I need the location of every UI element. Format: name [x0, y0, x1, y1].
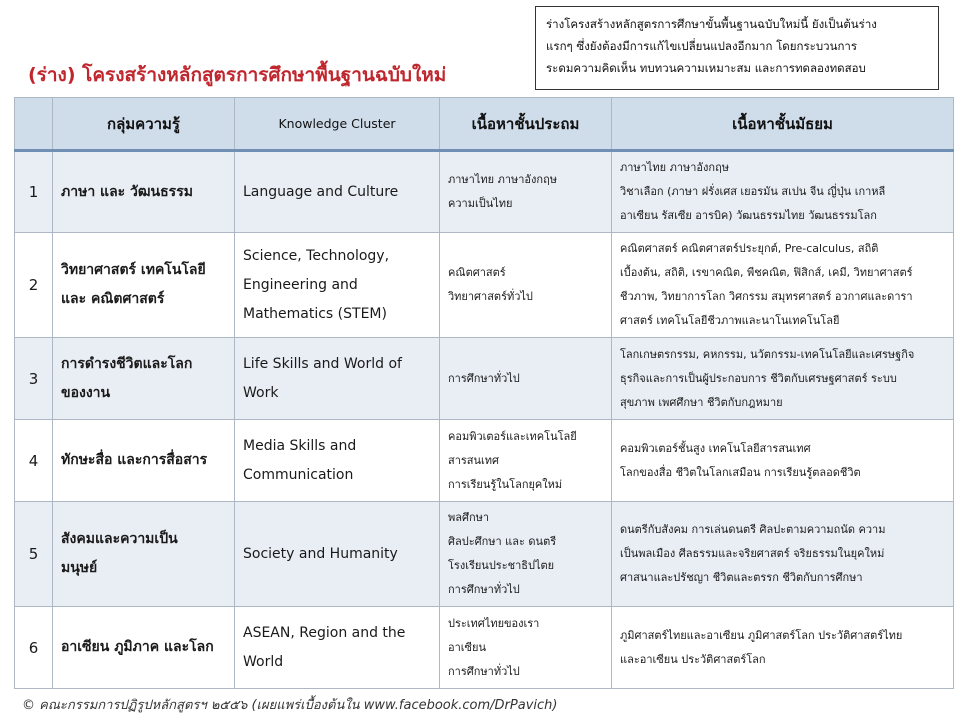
knowledge-cluster-cell-line: ASEAN, Region and the — [243, 624, 406, 641]
secondary-content-cell-line: เป็นพลเมือง ศีลธรรมและจริยศาสตร์ จริยธรรมในยุคใหม่ — [620, 547, 885, 560]
knowledge-cluster-cell-line: Society and Humanity — [243, 545, 398, 562]
table-row — [15, 420, 954, 502]
primary-content-cell-line: ศิลปะศึกษา และ ดนตรี — [448, 535, 557, 548]
secondary-content-cell-line: โลกของสื่อ ชีวิตในโลกเสมือน การเรียนรู้ตลอดชีวิต — [620, 465, 861, 479]
knowledge-group-cell — [53, 607, 235, 689]
row-number: 3 — [15, 338, 53, 420]
row-number: 2 — [15, 233, 53, 338]
knowledge-cluster-cell — [235, 607, 440, 689]
knowledge-cluster-cell-line: Engineering and — [243, 276, 358, 293]
knowledge-group-cell-line: ทักษะสื่อ และการสื่อสาร — [61, 452, 208, 468]
secondary-content-cell — [612, 502, 954, 607]
primary-content-cell-line: อาเซียน — [448, 640, 486, 654]
table-row — [15, 338, 954, 420]
secondary-content-cell — [612, 338, 954, 420]
primary-content-cell-line: การศึกษาทั่วไป — [448, 664, 520, 678]
primary-content-cell — [440, 502, 612, 607]
secondary-content-cell-line: ชีวภาพ, วิทยาการโลก วิศกรรม สมุทรศาสตร์ อวกาศและดารา — [620, 290, 913, 303]
secondary-content-cell-line: คอมพิวเตอร์ชั้นสูง เทคโนโลยีสารสนเทศ — [620, 441, 811, 455]
header-knowledge-group: กลุ่มความรู้ — [53, 98, 235, 151]
primary-content-cell-line: การศึกษาทั่วไป — [448, 583, 520, 596]
table-row — [15, 151, 954, 233]
knowledge-cluster-cell-line: Language and Culture — [243, 183, 399, 200]
primary-content-cell-line: วิทยาศาสตร์ทั่วไป — [448, 290, 533, 303]
secondary-content-cell-line: โลกเกษตรกรรม, คหกรรม, นวัตกรรม-เทคโนโลยีและเศรษฐกิจ — [620, 347, 915, 361]
table-row — [15, 502, 954, 607]
primary-content-cell-line: สารสนเทศ — [448, 453, 500, 467]
page-title: (ร่าง) โครงสร้างหลักสูตรการศึกษาพื้นฐานฉบับใหม่ — [28, 64, 447, 86]
knowledge-cluster-cell-line: Communication — [243, 466, 354, 483]
secondary-content-cell-line: และอาเซียน ประวัติศาสตร์โลก — [620, 652, 766, 666]
header-number — [15, 98, 53, 151]
knowledge-group-cell-line: ของงาน — [61, 384, 111, 401]
knowledge-cluster-cell-line: World — [243, 653, 284, 670]
knowledge-group-cell — [53, 151, 235, 233]
primary-content-cell — [440, 233, 612, 338]
secondary-content-cell-line: ภูมิศาสตร์ไทยและอาเซียน ภูมิศาสตร์โลก ประวัติศาสตร์ไทย — [620, 628, 903, 642]
row-number: 6 — [15, 607, 53, 689]
knowledge-group-cell — [53, 338, 235, 420]
knowledge-group-cell — [53, 233, 235, 338]
secondary-content-cell — [612, 233, 954, 338]
note-line: ร่างโครงสร้างหลักสูตรการศึกษาขั้นพื้นฐานฉบับใหม่นี้ ยังเป็นต้นร่าง — [546, 17, 877, 31]
primary-content-cell — [440, 338, 612, 420]
primary-content-cell-line: คอมพิวเตอร์และเทคโนโลยี — [448, 429, 577, 443]
knowledge-group-cell-line: อาเซียน ภูมิภาค และโลก — [61, 639, 214, 655]
copyright-footer: © คณะกรรมการปฏิรูปหลักสูตรฯ ๒๕๕๖ (เผยแพร่เบื้องต้นใน www.facebook.com/DrPavich) — [22, 698, 558, 713]
knowledge-cluster-cell — [235, 502, 440, 607]
knowledge-group-cell-line: วิทยาศาสตร์ เทคโนโลยี — [61, 262, 206, 278]
note-line: ระดมความคิดเห็น ทบทวนความเหมาะสม และการทดลองทดสอบ — [546, 61, 866, 75]
secondary-content-cell-line: คณิตศาสตร์ คณิตศาสตร์ประยุกต์, Pre-calculus, สถิติ — [620, 242, 879, 255]
header-primary-content: เนื้อหาชั้นประถม — [440, 98, 612, 151]
secondary-content-cell — [612, 151, 954, 233]
row-number: 1 — [15, 151, 53, 233]
knowledge-cluster-cell-line: Work — [243, 384, 279, 401]
primary-content-cell-line: การเรียนรู้ในโลกยุคใหม่ — [448, 477, 563, 491]
header-secondary-content: เนื้อหาชั้นมัธยม — [612, 98, 954, 151]
secondary-content-cell-line: อาเซียน รัสเซีย อารบิค) วัฒนธรรมไทย วัฒนธรรมโลก — [620, 209, 877, 222]
secondary-content-cell — [612, 420, 954, 502]
curriculum-table — [14, 97, 954, 689]
knowledge-group-cell — [53, 420, 235, 502]
knowledge-group-cell-line: สังคมและความเป็น — [61, 531, 178, 547]
secondary-content-cell-line: วิชาเลือก (ภาษา ฝรั่งเศส เยอรมัน สเปน จีน ญี่ปุ่น เกาหลี — [620, 185, 886, 198]
primary-content-cell-line: คณิตศาสตร์ — [448, 266, 506, 279]
table-row — [15, 233, 954, 338]
primary-content-cell-line: ประเทศไทยของเรา — [448, 616, 540, 630]
row-number: 4 — [15, 420, 53, 502]
knowledge-group-cell-line: และ คณิตศาสตร์ — [61, 291, 165, 307]
knowledge-cluster-cell-line: Life Skills and World of — [243, 355, 402, 372]
secondary-content-cell-line: ดนตรีกับสังคม การเล่นดนตรี ศิลปะตามความถนัด ความ — [620, 523, 886, 536]
knowledge-group-cell — [53, 502, 235, 607]
primary-content-cell-line: ความเป็นไทย — [448, 197, 513, 210]
knowledge-group-cell-line: การดำรงชีวิตและโลก — [61, 355, 193, 372]
primary-content-cell — [440, 607, 612, 689]
knowledge-cluster-cell-line: Mathematics (STEM) — [243, 305, 387, 322]
secondary-content-cell-line: ธุรกิจและการเป็นผู้ประกอบการ ชีวิตกับเศรษฐศาสตร์ ระบบ — [620, 371, 897, 385]
primary-content-cell-line: การศึกษาทั่วไป — [448, 371, 520, 385]
secondary-content-cell-line: ศาสนาและปรัชญา ชีวิตและตรรก ชีวิตกับการศึกษา — [620, 571, 863, 584]
secondary-content-cell-line: สุขภาพ เพศศึกษา ชีวิตกับกฎหมาย — [620, 395, 783, 409]
knowledge-cluster-cell-line: Science, Technology, — [243, 247, 390, 264]
knowledge-cluster-cell — [235, 151, 440, 233]
knowledge-cluster-cell — [235, 233, 440, 338]
secondary-content-cell-line: ศาสตร์ เทคโนโลยีชีวภาพและนาโนเทคโนโลยี — [620, 314, 840, 327]
table-header-row — [15, 98, 954, 151]
knowledge-cluster-cell — [235, 338, 440, 420]
knowledge-cluster-cell — [235, 420, 440, 502]
primary-content-cell — [440, 420, 612, 502]
primary-content-cell-line: พลศึกษา — [448, 511, 490, 524]
secondary-content-cell-line: ภาษาไทย ภาษาอังกฤษ — [620, 161, 729, 174]
knowledge-cluster-cell-line: Media Skills and — [243, 437, 357, 454]
note-line: แรกๆ ซึ่งยังต้องมีการแก้ไขเปลี่ยนแปลงอีกมาก โดยกระบวนการ — [546, 39, 858, 53]
primary-content-cell — [440, 151, 612, 233]
secondary-content-cell — [612, 607, 954, 689]
header-knowledge-cluster: Knowledge Cluster — [235, 98, 440, 151]
primary-content-cell-line: โรงเรียนประชาธิปไตย — [448, 559, 555, 572]
table-row — [15, 607, 954, 689]
secondary-content-cell-line: เบื้องต้น, สถิติ, เรขาคณิต, พีชคณิต, ฟิสิกส์, เคมี, วิทยาศาสตร์ — [620, 266, 913, 279]
row-number: 5 — [15, 502, 53, 607]
knowledge-group-cell-line: มนุษย์ — [61, 560, 98, 576]
knowledge-group-cell-line: ภาษา และ วัฒนธรรม — [61, 183, 193, 200]
primary-content-cell-line: ภาษาไทย ภาษาอังกฤษ — [448, 173, 557, 186]
draft-note-box — [535, 6, 939, 90]
